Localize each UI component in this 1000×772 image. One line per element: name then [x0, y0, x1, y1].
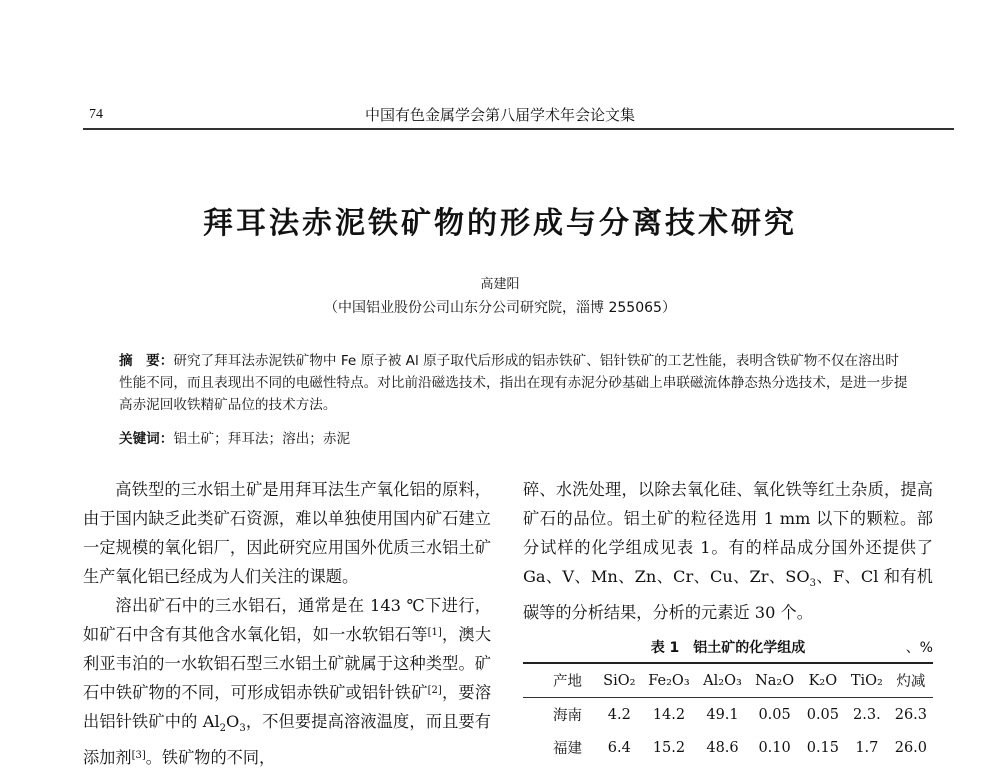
body-column-left — [83, 475, 491, 772]
citation: [2] — [427, 685, 442, 696]
column-header: Na₂O — [755, 672, 795, 689]
abstract-text: 研究了拜耳法赤泥铁矿物中 Fe 原子被 Al 原子取代后形成的铝赤铁矿、铝针铁矿的工艺性能，表明含铁矿物不仅在溶出时性能不同，而且表现出不同的电磁性特点。对比前沿磁选技术，指出在现有赤泥分砂基础上串联磁流体静态热分选技术，是进一步提高赤泥回收铁精矿品位的技术方法。 — [119, 353, 908, 413]
citation: [1] — [427, 627, 442, 638]
header-rule — [83, 128, 954, 130]
page-number: 74 — [89, 107, 103, 122]
abstract-label: 摘 要： — [119, 353, 174, 369]
column-header: 产地 — [553, 674, 582, 690]
paragraph: 高铁型的三水铝土矿是用拜耳法生产氧化铝的原料，由于国内缺乏此类矿石资源，难以单独使用国内矿石建立一定规模的氧化铝厂，因此研究应用国外优质三水铝土矿生产氧化铝已经成为人们关注的课题。 — [83, 480, 491, 586]
table-row: 海南 4.2 14.2 49.1 0.05 0.05 2.3. 26.3 — [553, 706, 928, 724]
column-header: 灼减 — [896, 674, 926, 690]
column-header: SiO₂ — [603, 672, 636, 689]
table-unit: 、% — [905, 640, 933, 656]
column-header: Al₂O₃ — [703, 672, 742, 689]
keywords-text: 铝土矿；拜耳法；溶出；赤泥 — [173, 431, 351, 447]
table-row: 福建 6.4 15.2 48.6 0.10 0.15 1.7 26.0 — [553, 739, 928, 757]
table-title: 表 1 铝土矿的化学组成 — [650, 640, 806, 656]
column-header: K₂O — [808, 672, 838, 689]
paper-title: 拜耳法赤泥铁矿物的形成与分离技术研究 — [203, 206, 797, 241]
abstract — [119, 350, 909, 416]
body-column-right — [523, 475, 933, 627]
table-caption — [523, 637, 933, 657]
column-header: Fe₂O₃ — [648, 672, 690, 689]
paragraph: 碎、水洗处理，以除去氧化硅、氧化铁等红土杂质，提高矿石的品位。铝土矿的粒径选用 1 mm 以下的颗粒。部分试样的化学组成见表 1。有的样品成分国外还提供了 Ga、V、Mn、Zn、Cr、Cu、Zr、$SO_3$、F、Cl 和有机碳等的分析结果，分析的元素近 30 个。 — [523, 480, 933, 623]
table-header-row — [523, 663, 933, 698]
running-head: 中国有色金属学会第八届学术年会论文集 — [364, 106, 635, 124]
column-header: TiO₂ — [850, 672, 883, 689]
composition-table — [523, 662, 933, 764]
affiliation: （中国铝业股份公司山东分公司研究院，淄博 255065） — [324, 300, 676, 316]
author: 高建阳 — [480, 277, 520, 292]
keywords — [119, 427, 350, 447]
citation: [3] — [131, 750, 146, 762]
keywords-label: 关键词： — [119, 431, 174, 447]
paragraph: 溶出矿石中的三水铝石，通常是在 143 ℃下进行，如矿石中含有其他含水氧化铝，如一水软铝石等[1]，澳大利亚韦泊的一水软铝石型三水铝土矿就属于这种类型。矿石中铁矿物的不同，可形成铝赤铁矿或铝针铁矿[2]，要溶出铝针铁矿中的 $Al_2O_3$，不但要提高溶液温度，而且要有添加剂[3]。铁矿物的不同， — [83, 596, 492, 768]
